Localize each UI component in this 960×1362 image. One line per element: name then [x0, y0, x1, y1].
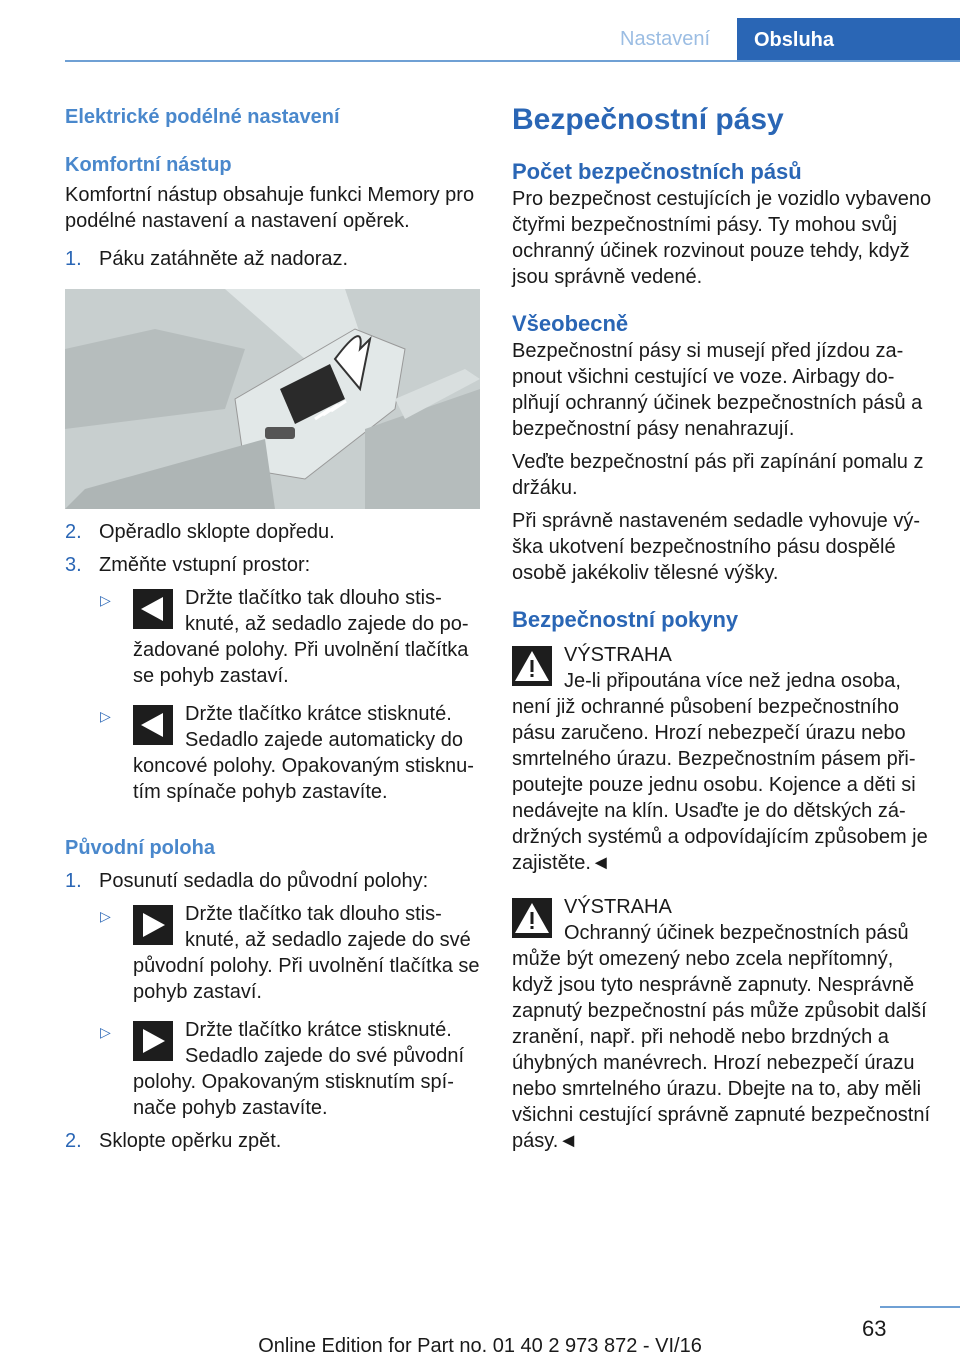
subheading-safety-notes: Bezpečnostní pokyny	[512, 607, 739, 632]
bullet-triangle-icon: ▷	[100, 1024, 111, 1040]
bullet-item	[65, 901, 480, 1005]
step-number: 1.	[65, 870, 82, 892]
paragraph: Bezpečnostní pásy si musejí před jízdou za-pnout všichni cestující ve voze. Airbagy do-plňují ochranný účinek bezpečnostních pásů a bezpečnostní pásy nenahrazují.	[512, 340, 923, 440]
paragraph: Veďte bezpečnostní pás při zapínání pomalu z držáku.	[512, 451, 924, 499]
arrow-right-icon	[133, 905, 173, 945]
bullet-triangle-icon: ▷	[100, 592, 111, 608]
list-item	[65, 552, 480, 578]
bullet-text: Držte tlačítko krátce stisknuté. Sedadlo zajede automaticky do koncové polohy. Opakovaným stisknu-tím spínače pohyb zastavíte.	[133, 703, 474, 803]
arrow-left-icon	[133, 589, 173, 629]
list-item	[65, 246, 480, 272]
page-title: Bezpečnostní pásy	[512, 103, 784, 136]
header-rule	[65, 60, 960, 62]
footer-rule	[880, 1306, 960, 1308]
step-text: Opěradlo sklopte dopředu.	[99, 521, 335, 543]
step-text: Změňte vstupní prostor:	[99, 554, 311, 576]
bullet-triangle-icon: ▷	[100, 908, 111, 924]
bullet-triangle-icon: ▷	[100, 708, 111, 724]
bullet-item	[65, 701, 480, 805]
subheading-belt-count: Počet bezpečnostních pásů	[512, 159, 802, 184]
step-text: Páku zatáhněte až nadoraz.	[99, 248, 349, 270]
warning-block	[512, 894, 932, 1154]
seat-lever-photo	[65, 289, 480, 509]
seat-illustration	[65, 289, 480, 509]
section-heading: Elektrické podélné nastavení	[65, 106, 340, 128]
list-item	[65, 1128, 480, 1154]
warning-label: VÝSTRAHA	[564, 896, 672, 918]
bullet-text: Držte tlačítko tak dlouho stis-knuté, až sedadlo zajede do své původní polohy. Při uvolnění tlačítka se pohyb zastaví.	[133, 903, 480, 1003]
bullet-text: Držte tlačítko tak dlouho stis-knuté, až sedadlo zajede do po-žadované polohy. Při uvolnění tlačítka se pohyb zastaví.	[133, 587, 469, 687]
edition-footer: Online Edition for Part no. 01 40 2 973 872 - VI/16	[258, 1335, 702, 1357]
step-number: 2.	[65, 1130, 82, 1152]
page-number: 63	[862, 1316, 887, 1341]
step-number: 3.	[65, 554, 82, 576]
right-column	[512, 100, 932, 1154]
section-tab-nastaveni: Nastavení	[620, 28, 711, 50]
subheading-general: Všeobecně	[512, 311, 629, 336]
page-header	[0, 0, 960, 62]
bullet-item	[65, 585, 480, 689]
intro-text: Komfortní nástup obsahuje funkci Memory pro podélné nastavení a nastavení opěrek.	[65, 184, 475, 232]
step-text: Posunutí sedadla do původní polohy:	[99, 870, 429, 892]
warning-block	[512, 642, 932, 876]
warning-triangle-icon	[512, 646, 552, 686]
arrow-right-icon	[133, 1021, 173, 1061]
step-text: Sklopte opěrku zpět.	[99, 1130, 282, 1152]
section-tab-obsluha: Obsluha	[737, 18, 960, 62]
step-number: 2.	[65, 521, 82, 543]
warning-text: Ochranný účinek bezpečnostních pásů může být omezený nebo zcela nepřítomný, když jsou tyto nesprávně zapnuty. Nesprávně zapnutý bezpečnostní pás může způsobit další zranění, např. při nehodě nebo brzdných a úhybných manévrech. Hrozí nebezpečí úrazu nebo smrtelného úrazu. Dbejte na to, aby měli všichni cestující správně zapnuté bezpečnostní pásy.◄	[512, 922, 931, 1152]
paragraph: Pro bezpečnost cestujících je vozidlo vybaveno čtyřmi bezpečnostními pásy. Ty mohou svůj ochranný účinek rozvinout pouze tehdy, když jsou správně vedené.	[512, 188, 932, 288]
left-column	[65, 100, 480, 1154]
subheading-comfort-entry: Komfortní nástup	[65, 154, 232, 176]
list-item	[65, 868, 480, 894]
list-item	[65, 519, 480, 545]
subheading-original-position: Původní poloha	[65, 837, 215, 859]
warning-label: VÝSTRAHA	[564, 644, 672, 666]
step-number: 1.	[65, 248, 82, 270]
bullet-text: Držte tlačítko krátce stisknuté. Sedadlo zajede do své původní polohy. Opakovaným stisknutím spí-nače pohyb zastavíte.	[133, 1019, 465, 1119]
paragraph: Při správně nastaveném sedadle vyhovuje vý-ška ukotvení bezpečnostního pásu dospělé osobě jakékoliv tělesné výšky.	[512, 510, 920, 584]
warning-triangle-icon	[512, 898, 552, 938]
warning-text: Je-li připoutána více než jedna osoba, není již ochranné působení bezpečnostního pásu zaručeno. Hrozí nebezpečí úrazu nebo smrtelného úrazu. Bezpečnostním pásem při-poutejte pouze jednu osobu. Kojence a děti si nedávejte na klín. Usaďte je do dětských zá-držných systémů a odpovídajícím způsobem je zajistěte.◄	[512, 670, 928, 874]
arrow-left-icon	[133, 705, 173, 745]
bullet-item	[65, 1017, 480, 1121]
